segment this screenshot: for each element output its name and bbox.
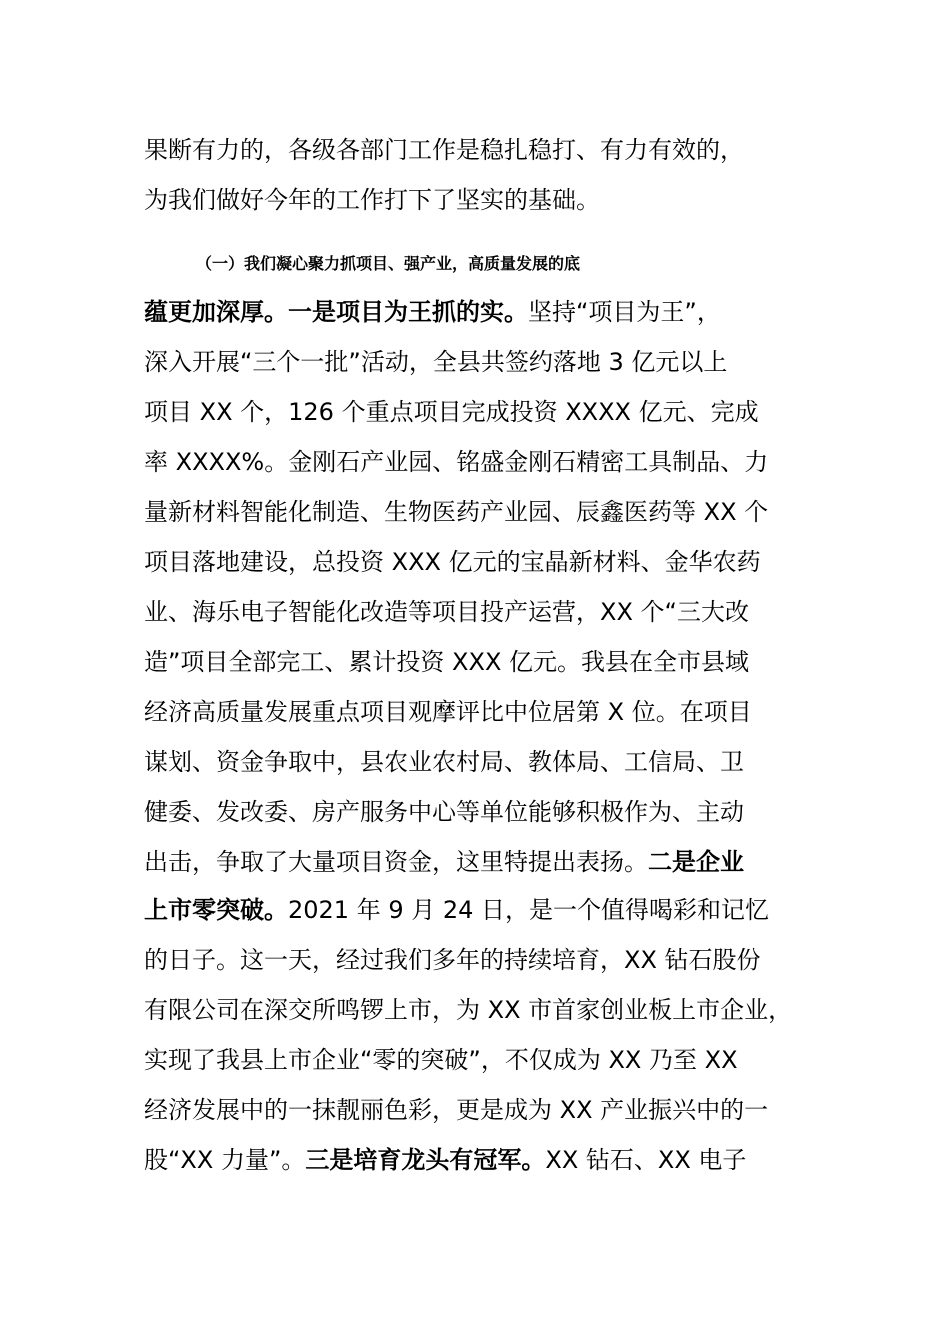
text-run: 量新材料智能化制造、生物医药产业园、辰鑫医药等 XX 个 <box>144 498 769 526</box>
text-run: 经济高质量发展重点项目观摩评比中位居第 X 位。在项目 <box>144 698 752 726</box>
text-run: 2021 年 9 月 24 日，是一个值得喝彩和记忆 <box>288 896 770 924</box>
bold-run: 蕴更加深厚。一是项目为王抓的实。 <box>144 298 528 326</box>
text-run: 实现了我县上市企业“零的突破”，不仅成为 XX 乃至 XX <box>144 1046 738 1074</box>
text-line <box>144 742 824 782</box>
text-line <box>144 990 824 1030</box>
text-line <box>144 890 824 930</box>
text-run: 股“XX 力量”。 <box>144 1146 306 1174</box>
text-line <box>144 842 824 882</box>
text-line <box>144 940 824 980</box>
text-run: 为我们做好今年的工作打下了坚实的基础。 <box>144 186 600 214</box>
text-line <box>144 392 824 432</box>
text-run: XX 钻石、XX 电子 <box>545 1146 747 1174</box>
text-run: 业、海乐电子智能化改造等项目投产运营，XX 个“三大改 <box>144 598 749 626</box>
bold-run: 上市零突破。 <box>144 896 288 924</box>
text-line <box>144 342 824 382</box>
text-run: 坚持“项目为王”， <box>528 298 721 326</box>
text-line <box>144 292 824 332</box>
bold-run: 三是培育龙头有冠军。 <box>305 1146 546 1174</box>
text-line <box>144 492 824 532</box>
text-run: 果断有力的，各级各部门工作是稳扎稳打、有力有效的， <box>144 136 744 164</box>
text-line <box>144 642 824 682</box>
text-line <box>144 130 824 170</box>
text-line <box>144 542 824 582</box>
text-line <box>144 592 824 632</box>
bold-run: 二是企业 <box>648 848 744 876</box>
text-run: 项目落地建设，总投资 XXX 亿元的宝晶新材料、金华农药 <box>144 548 761 576</box>
text-run: 项目 XX 个，126 个重点项目完成投资 XXXX 亿元、完成 <box>144 398 759 426</box>
text-run: 健委、发改委、房产服务中心等单位能够积极作为、主动 <box>144 798 744 826</box>
section-heading-line <box>196 244 876 284</box>
text-line <box>144 692 824 732</box>
text-line <box>144 1090 824 1130</box>
text-run: 深入开展“三个一批”活动，全县共签约落地 3 亿元以上 <box>144 348 728 376</box>
text-line <box>144 1040 824 1080</box>
text-line <box>144 442 824 482</box>
text-line <box>144 792 824 832</box>
text-run: 有限公司在深交所鸣锣上市，为 XX 市首家创业板上市企业， <box>144 996 793 1024</box>
text-run: 的日子。这一天，经过我们多年的持续培育，XX 钻石股份 <box>144 946 761 974</box>
text-run: 谋划、资金争取中，县农业农村局、教体局、工信局、卫 <box>144 748 744 776</box>
bold-run: （一）我们凝心聚力抓项目、强产业，高质量发展的底 <box>196 254 581 273</box>
text-run: 经济发展中的一抹靓丽色彩，更是成为 XX 产业振兴中的一 <box>144 1096 769 1124</box>
text-line <box>144 1140 824 1180</box>
text-run: 造”项目全部完工、累计投资 XXX 亿元。我县在全市县域 <box>144 648 750 676</box>
text-line <box>144 180 824 220</box>
text-run: 出击，争取了大量项目资金，这里特提出表扬。 <box>144 848 648 876</box>
text-run: 率 XXXX%。金刚石产业园、铭盛金刚石精密工具制品、力 <box>144 448 769 476</box>
